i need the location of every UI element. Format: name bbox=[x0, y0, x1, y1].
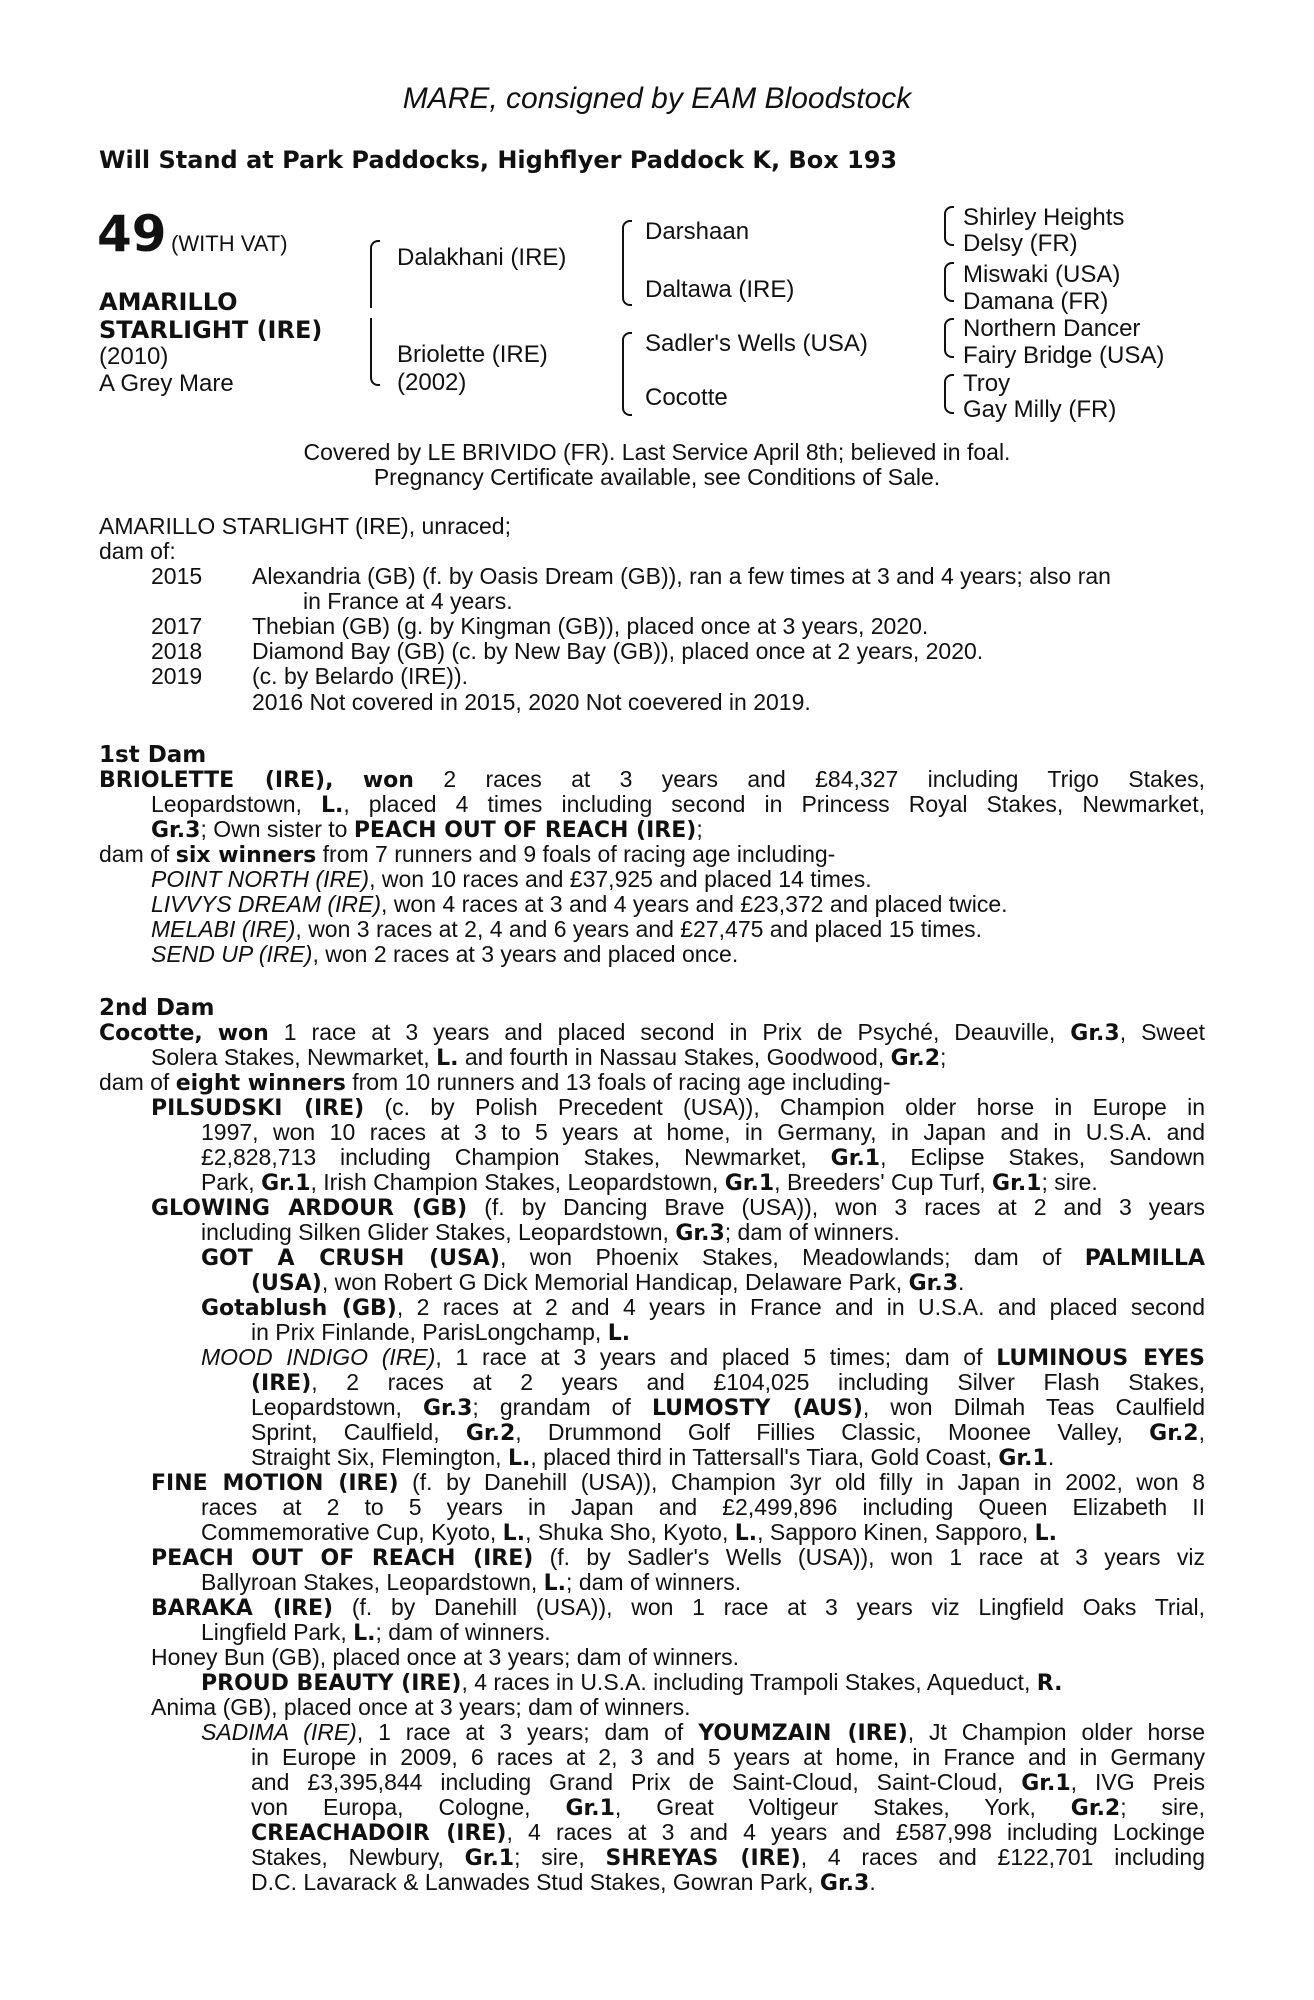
second-dam-line: dam of eight winners from 10 runners and 13 foals of racing age including- bbox=[99, 1069, 891, 1096]
produce-year: 2018 bbox=[151, 638, 203, 664]
proud-beauty-line: PROUD BEAUTY (IRE), 4 races in U.S.A. including Trampoli Stakes, Aqueduct, R. bbox=[201, 1669, 1063, 1696]
pedigree-bracket bbox=[370, 240, 380, 308]
pedigree-sire: Dalakhani (IRE) bbox=[397, 244, 567, 271]
first-dam-line: Leopardstown, L., placed 4 times including second in Princess Royal Stakes, Newmarket, bbox=[151, 791, 1206, 818]
pedigree-sire-dam: Daltawa (IRE) bbox=[645, 276, 795, 303]
lot-number: 49 bbox=[97, 205, 167, 263]
horse-year: (2010) bbox=[99, 343, 169, 370]
mood-indigo-line: Leopardstown, Gr.3; grandam of LUMOSTY (AUS), won Dilmah Teas Caulfield bbox=[251, 1394, 1205, 1421]
pedigree-bracket bbox=[944, 206, 954, 246]
baraka-line: Lingfield Park, L.; dam of winners. bbox=[201, 1619, 551, 1646]
pedigree-dam-year: (2002) bbox=[397, 369, 467, 396]
first-dam-line: BRIOLETTE (IRE), won 2 races at 3 years and £84,327 including Trigo Stakes, bbox=[99, 766, 1205, 793]
pedigree-g8: Gay Milly (FR) bbox=[963, 396, 1117, 423]
pedigree-bracket bbox=[944, 374, 954, 414]
produce-text: in France at 4 years. bbox=[303, 588, 513, 614]
glowing-ardour-line: including Silken Glider Stakes, Leopardstown, Gr.3; dam of winners. bbox=[201, 1219, 900, 1246]
first-dam-line: dam of six winners from 7 runners and 9 foals of racing age including- bbox=[99, 841, 836, 868]
pedigree-bracket bbox=[944, 262, 954, 302]
fine-motion-line: races at 2 to 5 years in Japan and £2,499,896 including Queen Elizabeth II bbox=[201, 1494, 1205, 1520]
pedigree-g3: Miswaki (USA) bbox=[963, 261, 1121, 288]
pedigree-sire-sire: Darshaan bbox=[645, 218, 750, 245]
offspring-line: LIVVYS DREAM (IRE), won 4 races at 3 and 4 years and £23,372 and placed twice. bbox=[151, 891, 1008, 917]
gotablush-line: Gotablush (GB), 2 races at 2 and 4 years in France and in U.S.A. and placed second bbox=[201, 1294, 1205, 1321]
pedigree-bracket bbox=[370, 318, 380, 386]
mood-indigo-line: Straight Six, Flemington, L., placed third in Tattersall's Tiara, Gold Coast, Gr.1. bbox=[251, 1444, 1055, 1471]
second-dam-line: Cocotte, won 1 race at 3 years and placed second in Prix de Psyché, Deauville, Gr.3, Sweet bbox=[99, 1019, 1205, 1046]
produce-text: Alexandria (GB) (f. by Oasis Dream (GB)), ran a few times at 3 and 4 years; also ran bbox=[252, 563, 1111, 589]
pedigree-g1: Shirley Heights bbox=[963, 204, 1125, 231]
honey-bun-line: Honey Bun (GB), placed once at 3 years; dam of winners. bbox=[151, 1644, 740, 1670]
pilsudski-line: Park, Gr.1, Irish Champion Stakes, Leopardstown, Gr.1, Breeders' Cup Turf, Gr.1; sire. bbox=[201, 1169, 1098, 1196]
produce-year: 2017 bbox=[151, 613, 203, 639]
pedigree-dam-dam: Cocotte bbox=[645, 384, 728, 411]
offspring-line: POINT NORTH (IRE), won 10 races and £37,925 and placed 14 times. bbox=[151, 866, 872, 892]
mood-indigo-line: (IRE), 2 races at 2 years and £104,025 including Silver Flash Stakes, bbox=[251, 1369, 1205, 1396]
peach-out-of-reach-line: PEACH OUT OF REACH (IRE) (f. by Sadler's Wells (USA)), won 1 race at 3 years viz bbox=[151, 1544, 1205, 1571]
horse-name-2: STARLIGHT (IRE) bbox=[99, 316, 323, 344]
first-dam-heading: 1st Dam bbox=[99, 742, 207, 768]
produce-intro: AMARILLO STARLIGHT (IRE), unraced; bbox=[99, 513, 511, 539]
pedigree-g5: Northern Dancer bbox=[963, 315, 1141, 342]
pilsudski-line: 1997, won 10 races at 3 to 5 years at home, in Germany, in Japan and in U.S.A. and bbox=[201, 1119, 1205, 1145]
produce-text: (c. by Belardo (IRE)). bbox=[252, 663, 468, 689]
offspring-line: MELABI (IRE), won 3 races at 2, 4 and 6 years and £27,475 and placed 15 times. bbox=[151, 916, 983, 942]
produce-text: Thebian (GB) (g. by Kingman (GB)), placed once at 3 years, 2020. bbox=[252, 613, 929, 639]
stand-location: Will Stand at Park Paddocks, Highflyer Paddock K, Box 193 bbox=[99, 146, 898, 174]
horse-name-1: AMARILLO bbox=[99, 288, 238, 316]
sadima-line: in Europe in 2009, 6 races at 2, 3 and 5 years at home, in France and in Germany bbox=[251, 1744, 1205, 1770]
sadima-line: and £3,395,844 including Grand Prix de Saint-Cloud, Saint-Cloud, Gr.1, IVG Preis bbox=[251, 1769, 1205, 1796]
pedigree-g2: Delsy (FR) bbox=[963, 230, 1078, 257]
produce-text: 2016 Not covered in 2015, 2020 Not coevered in 2019. bbox=[252, 689, 811, 715]
fine-motion-line: Commemorative Cup, Kyoto, L., Shuka Sho, Kyoto, L., Sapporo Kinen, Sapporo, L. bbox=[201, 1519, 1058, 1546]
fine-motion-line: FINE MOTION (IRE) (f. by Danehill (USA)), Champion 3yr old filly in Japan in 2002, won 8 bbox=[151, 1469, 1206, 1496]
pedigree-dam: Briolette (IRE) bbox=[397, 341, 548, 368]
pedigree-g7: Troy bbox=[963, 370, 1011, 397]
sadima-line: D.C. Lavarack & Lanwades Stud Stakes, Gowran Park, Gr.3. bbox=[251, 1869, 876, 1896]
pedigree-g6: Fairy Bridge (USA) bbox=[963, 342, 1165, 369]
sadima-line: CREACHADOIR (IRE), 4 races at 3 and 4 years and £587,998 including Lockinge bbox=[251, 1819, 1205, 1846]
offspring-line: SEND UP (IRE), won 2 races at 3 years and placed once. bbox=[151, 941, 739, 967]
covered-line-1: Covered by LE BRIVIDO (FR). Last Service April 8th; believed in foal. bbox=[303, 439, 1011, 465]
baraka-line: BARAKA (IRE) (f. by Danehill (USA)), won 1 race at 3 years viz Lingfield Oaks Trial, bbox=[151, 1594, 1205, 1621]
produce-text: Diamond Bay (GB) (c. by New Bay (GB)), placed once at 2 years, 2020. bbox=[252, 638, 984, 664]
pedigree-bracket bbox=[622, 332, 632, 416]
produce-dam-of: dam of: bbox=[99, 538, 176, 564]
peach-out-of-reach-line: Ballyroan Stakes, Leopardstown, L.; dam of winners. bbox=[201, 1569, 742, 1596]
sadima-line: von Europa, Cologne, Gr.1, Great Voltigeur Stakes, York, Gr.2; sire, bbox=[251, 1794, 1205, 1821]
second-dam-heading: 2nd Dam bbox=[99, 995, 215, 1021]
first-dam-line: Gr.3; Own sister to PEACH OUT OF REACH (IRE); bbox=[151, 816, 703, 843]
glowing-ardour-line: GLOWING ARDOUR (GB) (f. by Dancing Brave (USA)), won 3 races at 2 and 3 years bbox=[151, 1194, 1206, 1221]
sadima-line: SADIMA (IRE), 1 race at 3 years; dam of YOUMZAIN (IRE), Jt Champion older horse bbox=[201, 1719, 1205, 1746]
got-a-crush-line: (USA), won Robert G Dick Memorial Handicap, Delaware Park, Gr.3. bbox=[251, 1269, 965, 1296]
sadima-line: Stakes, Newbury, Gr.1; sire, SHREYAS (IRE), 4 races and £122,701 including bbox=[251, 1844, 1205, 1871]
pedigree-bracket bbox=[944, 318, 954, 358]
got-a-crush-line: GOT A CRUSH (USA), won Phoenix Stakes, Meadowlands; dam of PALMILLA bbox=[201, 1244, 1205, 1271]
page-title: MARE, consigned by EAM Bloodstock bbox=[402, 82, 912, 115]
pedigree-dam-sire: Sadler's Wells (USA) bbox=[645, 330, 868, 357]
mood-indigo-line: Sprint, Caulfield, Gr.2, Drummond Golf Fillies Classic, Moonee Valley, Gr.2, bbox=[251, 1419, 1205, 1446]
gotablush-line: in Prix Finlande, ParisLongchamp, L. bbox=[251, 1319, 631, 1346]
pilsudski-line: £2,828,713 including Champion Stakes, Newmarket, Gr.1, Eclipse Stakes, Sandown bbox=[201, 1144, 1205, 1171]
pilsudski-line: PILSUDSKI (IRE) (c. by Polish Precedent (USA)), Champion older horse in Europe in bbox=[151, 1094, 1205, 1121]
vat-note: (WITH VAT) bbox=[171, 231, 288, 256]
anima-line: Anima (GB), placed once at 3 years; dam of winners. bbox=[151, 1694, 691, 1720]
pedigree-g4: Damana (FR) bbox=[963, 288, 1109, 315]
mood-indigo-line: MOOD INDIGO (IRE), 1 race at 3 years and placed 5 times; dam of LUMINOUS EYES bbox=[201, 1344, 1205, 1371]
lot-block bbox=[97, 205, 288, 263]
produce-year: 2015 bbox=[151, 563, 203, 589]
horse-description: A Grey Mare bbox=[99, 370, 234, 397]
produce-year: 2019 bbox=[151, 663, 203, 689]
second-dam-line: Solera Stakes, Newmarket, L. and fourth in Nassau Stakes, Goodwood, Gr.2; bbox=[151, 1044, 947, 1071]
covered-line-2: Pregnancy Certificate available, see Conditions of Sale. bbox=[373, 464, 941, 490]
pedigree-bracket bbox=[622, 220, 632, 306]
